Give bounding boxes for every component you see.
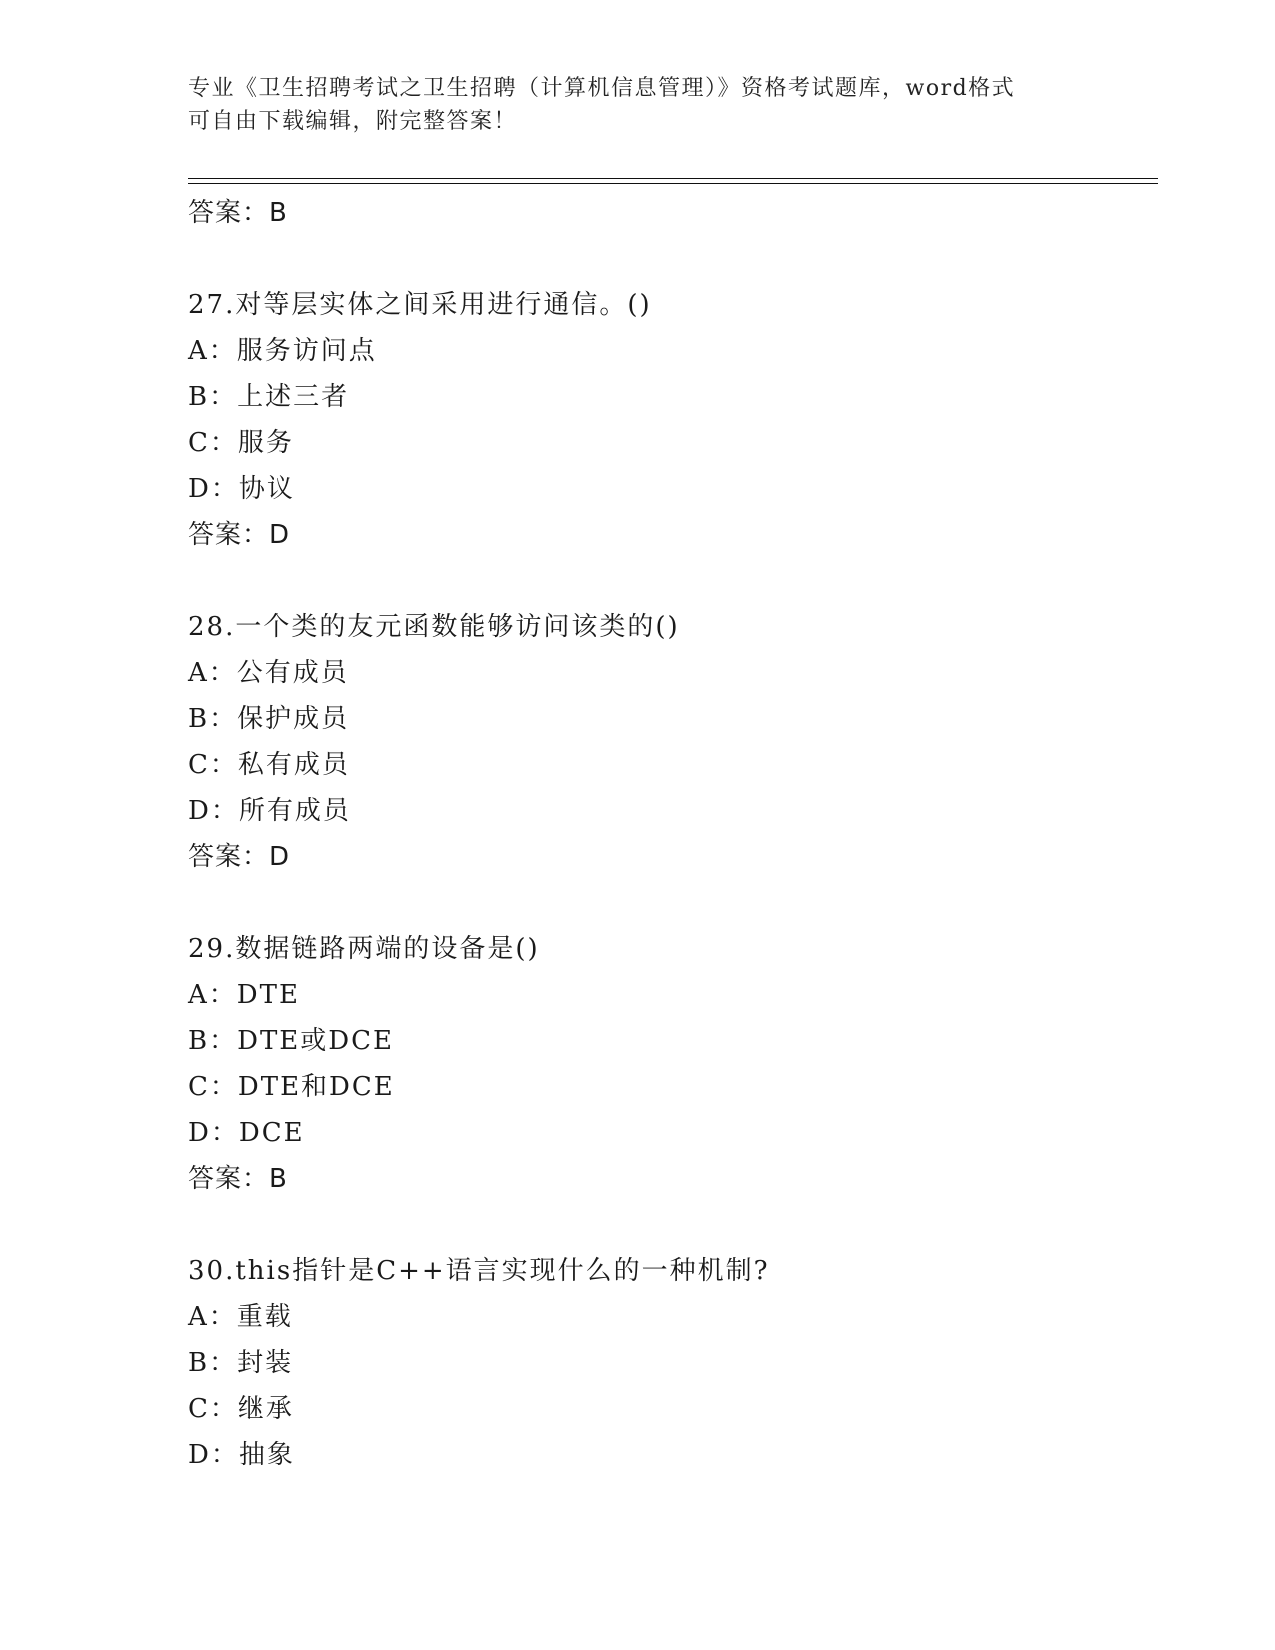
question-29 <box>188 926 1138 1202</box>
question-stem: 30.this指针是C++语言实现什么的一种机制? <box>188 1256 770 1286</box>
option-c: C：DTE和DCE <box>188 1072 395 1102</box>
question-28 <box>188 604 1138 880</box>
question-list <box>188 190 1138 1478</box>
option-d: D：所有成员 <box>188 796 351 826</box>
option-a: A：服务访问点 <box>188 336 377 366</box>
option-c: C：继承 <box>188 1394 294 1424</box>
option-d: D：协议 <box>188 474 295 504</box>
option-d: D：抽象 <box>188 1440 295 1470</box>
question-27 <box>188 282 1138 558</box>
option-b: B：保护成员 <box>188 704 350 734</box>
option-c: C：服务 <box>188 428 294 458</box>
option-a: A：公有成员 <box>188 658 349 688</box>
question-stem: 27.对等层实体之间采用进行通信。() <box>188 290 652 320</box>
option-a: A：重载 <box>188 1302 293 1332</box>
option-b: B：上述三者 <box>188 382 350 412</box>
option-d: D：DCE <box>188 1118 305 1148</box>
previous-answer: 答案：B <box>188 198 288 228</box>
answer: 答案：D <box>188 520 291 550</box>
question-30 <box>188 1248 1138 1478</box>
answer: 答案：B <box>188 1164 288 1194</box>
document-header <box>188 72 1088 138</box>
option-c: C：私有成员 <box>188 750 350 780</box>
header-line-2: 可自由下载编辑，附完整答案！ <box>188 109 518 134</box>
header-divider-bottom <box>188 183 1158 184</box>
answer: 答案：D <box>188 842 291 872</box>
question-stem: 28.一个类的友元函数能够访问该类的() <box>188 612 680 642</box>
option-a: A：DTE <box>188 980 300 1010</box>
question-stem: 29.数据链路两端的设备是() <box>188 934 540 964</box>
header-line-1: 专业《卫生招聘考试之卫生招聘（计算机信息管理）》资格考试题库，word格式 <box>188 76 1016 101</box>
option-b: B：封装 <box>188 1348 294 1378</box>
header-divider-top <box>188 178 1158 179</box>
option-b: B：DTE或DCE <box>188 1026 394 1056</box>
